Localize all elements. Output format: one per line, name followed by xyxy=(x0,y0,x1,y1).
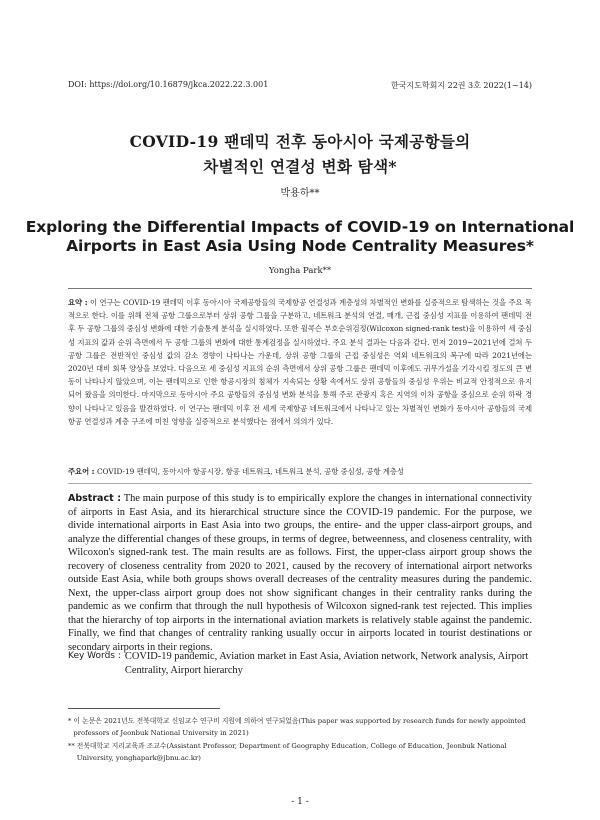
english-title-line1: Exploring the Differential Impacts of COVID-19 on International xyxy=(25,218,575,236)
english-abstract xyxy=(68,492,532,654)
korean-abstract-text: 이 연구는 COVID-19 팬데믹 이후 동아시아 국제공항들의 국제항공 연결성과 계층성의 차별적인 변화를 실증적으로 탐색하는 것을 주요 목적으로 한다. 이를 위해 전체 공항 그룹으로부터 상위 공항 그룹을 구분하고, 네트워크 분석의 연결, 매개, 근접 중심성 지표를 이용하여 팬데믹 전후 두 공항 그룹의 중심성 변화에 대한 기술통계 분석을 실시하였다. 또한 윌콕슨 부호순위검정(Wilcoxon signed-rank test)을 이용하여 세 중심성 지표의 값과 순위 측면에서 두 공항 그룹의 변화에 대한 통계검정을 실시하였다. 주요 분석 결과는 다음과 같다. 먼저 2019~2021년에 걸쳐 두 공항 그룹은 전반적인 중심성 값의 감소 경향이 나타나는 가운데, 상위 공항 그룹의 근접 중심성은 역외 네트워크의 복구에 따라 2021년에는 2020년 대비 회복 양상을 보였다. 다음으로 세 중심성 지표의 순위 측면에서 상위 공항 그룹은 팬데믹 이후에도 귀무가설을 기각시킬 정도의 큰 변동이 나타나지 않았으며, 이는 팬데믹으로 인한 항공시장의 침체가 지속되는 상황 속에서도 상위 공항들의 중심성 우위는 비교적 안정적으로 유지되어 왔음을 의미한다. 마지막으로 동아시아 주요 공항들의 중심성 변화 분석을 통해 주로 관광지 혹은 지역의 이차 공항을 중심으로 순위 하락 경향이 나타나고 있음을 발견하였다. 이 연구는 팬데믹 이후 전 세계 국제항공 네트워크에서 나타나고 있는 차별적인 변화가 동아시아 공항들의 국제항공 연결성과 계층 구조에 미친 영향을 실증적으로 분석했다는 점에서 의의가 있다. xyxy=(68,298,532,426)
korean-keywords-text: COVID-19 팬데믹, 동아시아 항공시장, 항공 네트워크, 네트워크 분석, 공항 중심성, 공항 계층성 xyxy=(96,467,404,476)
english-title xyxy=(0,218,600,256)
korean-author: 박용하** xyxy=(280,188,320,199)
korean-abstract-label: 요약 : xyxy=(68,298,88,307)
journal-info: 한국지도학회지 22권 3호 2022(1~14) xyxy=(390,81,532,90)
page-number: - 1 - xyxy=(291,797,309,807)
english-keywords-label: Key Words : xyxy=(68,651,121,661)
footnote-1 xyxy=(68,715,532,740)
korean-keywords xyxy=(68,466,532,478)
footnote-1-text: 이 논문은 2021년도 전북대학교 신임교수 연구비 지원에 의하여 연구되었음(This paper was supported by research funds for newly appointed professors of Jeonbuk National University in 2021) xyxy=(73,717,526,738)
page-header xyxy=(68,80,532,91)
footnote-2 xyxy=(68,740,532,765)
korean-title-line2: 차별적인 연결성 변화 탐색* xyxy=(203,157,397,176)
korean-title xyxy=(0,129,600,179)
footnote-divider xyxy=(68,708,220,709)
footnote-1-mark: * xyxy=(68,717,72,725)
korean-title-line1: COVID-19 팬데믹 전후 동아시아 국제공항들의 xyxy=(129,132,471,151)
footnotes xyxy=(68,715,532,764)
korean-keywords-label: 주요어 : xyxy=(68,467,95,476)
english-abstract-label: Abstract : xyxy=(68,493,122,504)
english-abstract-text: The main purpose of this study is to empirically explore the changes in international connectivity of airports in East Asia, and its hierarchical structure since the COVID-19 pandemic. For the purpose, we divide international airports in East Asia into two groups, the entire- and the upper class-airport groups, and analyze the differential changes of these groups, in terms of degree, betweenness, and closeness centrality, with Wilcoxon's signed-rank test. The main results are as follows. First, the upper-class airport group shows the recovery of closeness centrality from 2020 to 2021, caused by the recovery of international airport networks outside East Asia, while both groups shows overall decreases of the centrality measures during the pandemic. Next, the upper-class airport group does not show significant changes in their centrality ranks during the pandemic as we confirm that through the null hypothesis of Wilcoxon signed-rank test rejected. This implies that the hierarchy of top airports in the international aviation markets is relatively stable against the pandemic. Finally, we find that changes of centrality ranking usually occur in airports located in tourist destinations or secondary airports in their regions. xyxy=(68,493,532,653)
divider-middle xyxy=(68,483,532,484)
doi-text: DOI: https://doi.org/10.16879/jkca.2022.22.3.001 xyxy=(68,80,269,89)
footnote-2-text: 전북대학교 지리교육과 조교수(Assistant Professor, Department of Geography Education, College of Education, Jeonbuk National University, yonghapark@jbnu.ac.kr) xyxy=(76,741,507,762)
korean-abstract xyxy=(68,296,532,428)
footnote-2-mark: ** xyxy=(68,741,75,750)
english-keywords-text: COVID-19 pandemic, Aviation market in East Asia, Aviation network, Network analysis, Airport Centrality, Airport hierarchy xyxy=(124,651,529,676)
english-author: Yongha Park** xyxy=(268,266,332,276)
english-title-line2: Airports in East Asia Using Node Centrality Measures* xyxy=(66,237,534,255)
english-keywords xyxy=(68,650,532,677)
divider-top xyxy=(68,288,532,289)
